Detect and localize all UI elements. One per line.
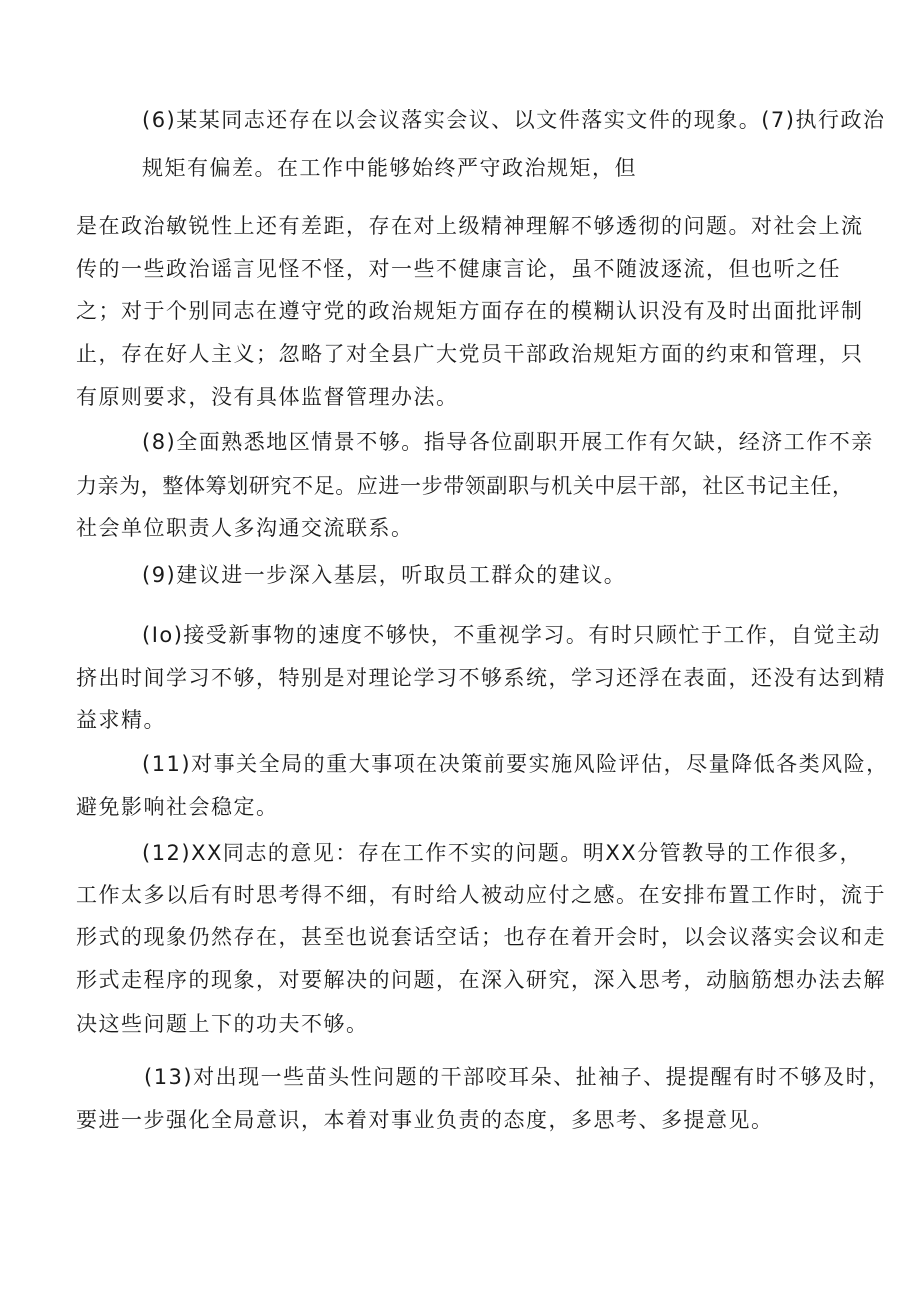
text-line: 是在政治敏锐性上还有差距，存在对上级精神理解不够透彻的问题。对社会上流 bbox=[76, 214, 864, 238]
text-line: 工作太多以后有时思考得不细，有时给人被动应付之感。在安排布置工作时，流于 bbox=[76, 883, 886, 907]
text-line: (6)某某同志还存在以会议落实会议、以文件落实文件的现象。(7)执行政治 bbox=[142, 108, 886, 132]
text-line: 挤出时间学习不够，特别是对理论学习不够系统，学习还浮在表面，还没有达到精 bbox=[76, 666, 886, 690]
text-line: 传的一些政治谣言见怪不怪，对一些不健康言论，虽不随波逐流，但也听之任 bbox=[76, 257, 841, 281]
text-line: 力亲为，整体筹划研究不足。应进一步带领副职与机关中层干部，社区书记主任， bbox=[76, 474, 854, 498]
text-line: 避免影响社会稳定。 bbox=[76, 795, 279, 819]
text-line: (13)对出现一些苗头性问题的干部咬耳朵、扯袖子、提提醒有时不够及时， bbox=[144, 1065, 891, 1089]
text-line: (12)XX同志的意见：存在工作不实的问题。明XX分管教导的工作很多， bbox=[142, 841, 863, 865]
text-line: 有原则要求，没有具体监督管理办法。 bbox=[76, 385, 459, 409]
text-line: 形式的现象仍然存在，甚至也说套话空话；也存在着开会时，以会议落实会议和走 bbox=[76, 925, 886, 949]
text-line: (11)对事关全局的重大事项在决策前要实施风险评估，尽量降低各类风险， bbox=[142, 752, 889, 776]
text-line: (9)建议进一步深入基层，听取员工群众的建议。 bbox=[142, 563, 627, 587]
text-line: 之；对于个别同志在遵守党的政治规矩方面存在的模糊认识没有及时出面批评制 bbox=[76, 299, 864, 323]
text-line: (8)全面熟悉地区情景不够。指导各位副职开展工作有欠缺，经济工作不亲 bbox=[142, 430, 874, 454]
text-line: 益求精。 bbox=[76, 708, 166, 732]
text-line: 规矩有偏差。在工作中能够始终严守政治规矩，但 bbox=[142, 156, 637, 180]
text-line: (Io)接受新事物的速度不够快，不重视学习。有时只顾忙于工作，自觉主动 bbox=[142, 623, 881, 647]
text-line: 形式走程序的现象，对要解决的问题，在深入研究，深入思考，动脑筋想办法去解 bbox=[76, 968, 886, 992]
text-line: 要进一步强化全局意识，本着对事业负责的态度，多思考、多提意见。 bbox=[76, 1108, 774, 1132]
text-line: 决这些问题上下的功夫不够。 bbox=[76, 1012, 369, 1036]
text-line: 社会单位职责人多沟通交流联系。 bbox=[76, 516, 414, 540]
text-line: 止，存在好人主义；忽略了对全县广大党员干部政治规矩方面的约束和管理，只 bbox=[76, 342, 864, 366]
